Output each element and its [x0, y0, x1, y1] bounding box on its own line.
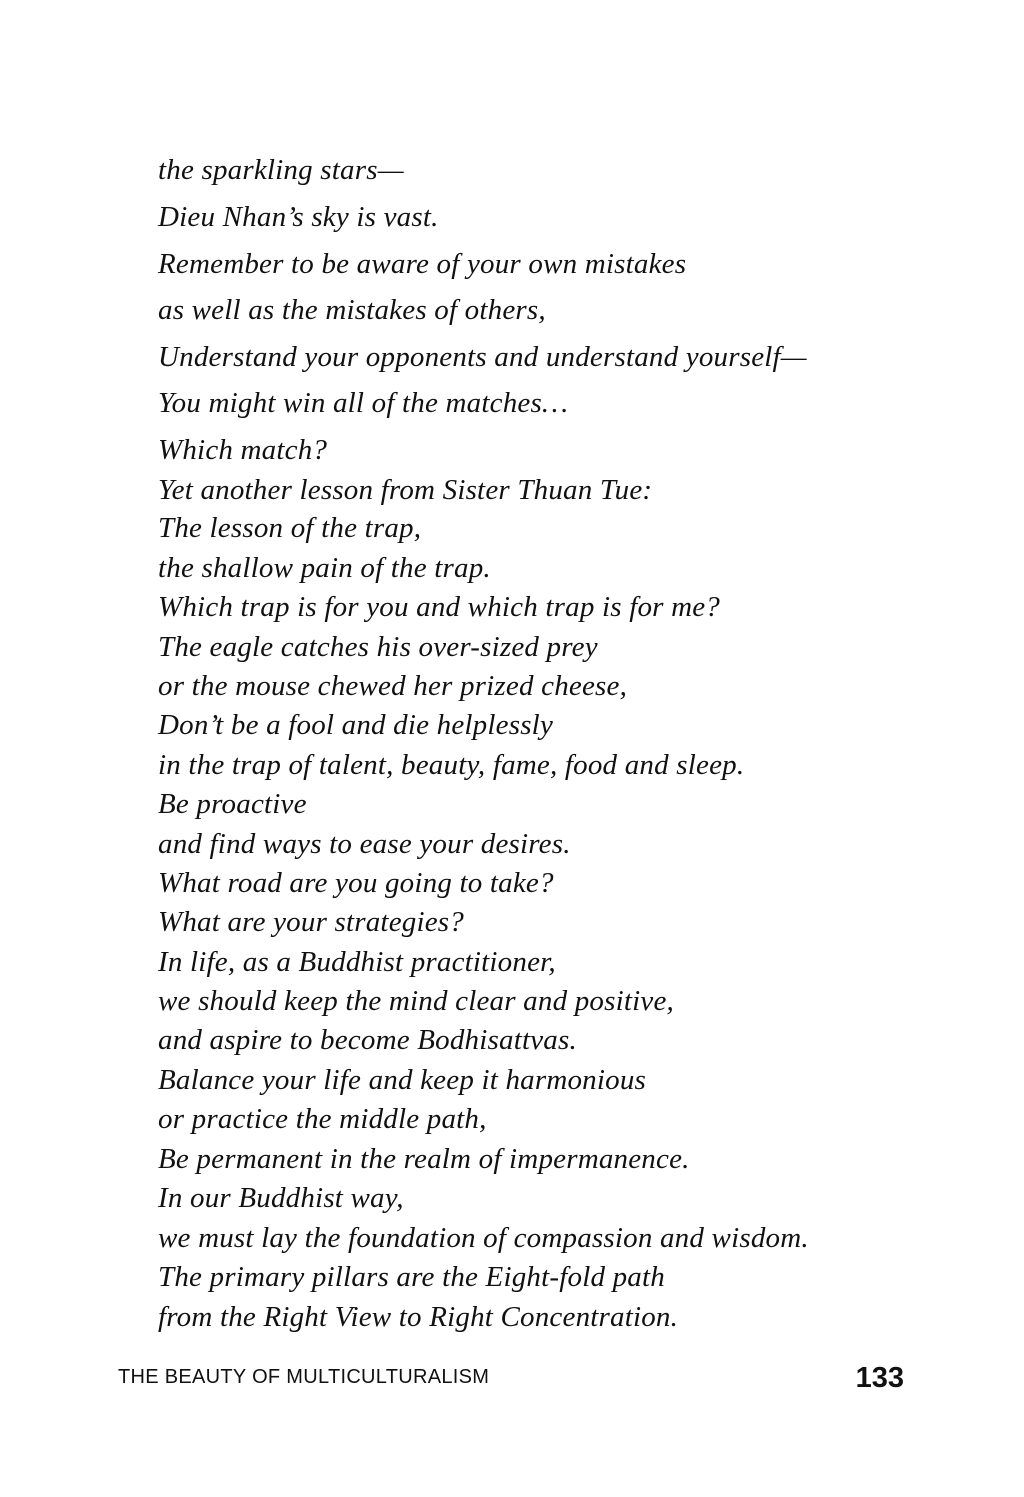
- poem-line: Which match?: [158, 434, 328, 466]
- poem-line: You might win all of the matches…: [158, 387, 568, 419]
- poem-line: from the Right View to Right Concentration.: [158, 1301, 679, 1333]
- poem-line: Which trap is for you and which trap is for me?: [158, 591, 720, 623]
- page-number: 133: [855, 1362, 904, 1394]
- poem-line: In life, as a Buddhist practitioner,: [158, 946, 556, 978]
- poem-line: Be permanent in the realm of impermanence.: [158, 1143, 690, 1175]
- poem-line: and find ways to ease your desires.: [158, 828, 571, 860]
- poem-line: or practice the middle path,: [158, 1103, 487, 1135]
- poem-line: In our Buddhist way,: [158, 1182, 404, 1214]
- poem-line: The eagle catches his over-sized prey: [158, 631, 598, 663]
- poem-line: The primary pillars are the Eight-fold path: [158, 1261, 665, 1293]
- poem-line: Understand your opponents and understand yourself—: [158, 341, 807, 373]
- poem-line: Balance your life and keep it harmonious: [158, 1064, 647, 1096]
- poem-line: What are your strategies?: [158, 906, 464, 938]
- poem-line: Don’t be a fool and die helplessly: [158, 709, 554, 741]
- poem-line: Remember to be aware of your own mistakes: [158, 248, 687, 280]
- poem-line: the shallow pain of the trap.: [158, 552, 491, 584]
- running-footer-book-title: THE BEAUTY OF MULTICULTURALISM: [118, 1366, 490, 1388]
- poem-line: as well as the mistakes of others,: [158, 294, 546, 326]
- poem-line: Dieu Nhan’s sky is vast.: [158, 201, 439, 233]
- poem-line: or the mouse chewed her prized cheese,: [158, 670, 628, 702]
- poem-line: we should keep the mind clear and positive,: [158, 985, 674, 1017]
- poem-line: Yet another lesson from Sister Thuan Tue:: [158, 474, 653, 506]
- poem-line: The lesson of the trap,: [158, 512, 422, 544]
- poem-line: What road are you going to take?: [158, 867, 554, 899]
- poem-line: the sparkling stars—: [158, 154, 404, 186]
- poem-line: in the trap of talent, beauty, fame, food and sleep.: [158, 749, 745, 781]
- poem-line: and aspire to become Bodhisattvas.: [158, 1024, 577, 1056]
- poem-line: Be proactive: [158, 788, 307, 820]
- poem-line: we must lay the foundation of compassion and wisdom.: [158, 1222, 809, 1254]
